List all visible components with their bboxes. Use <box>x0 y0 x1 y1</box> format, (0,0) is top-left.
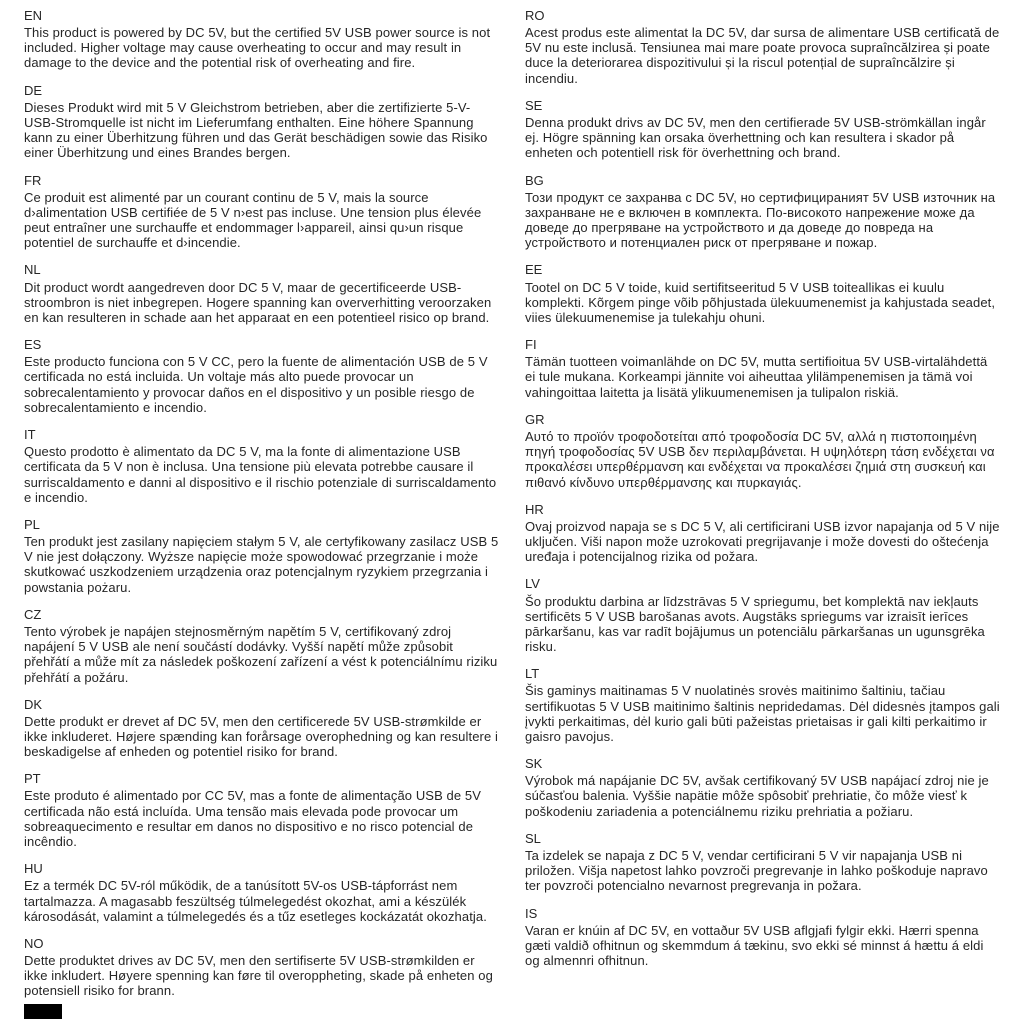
lang-section-ee <box>525 262 1000 325</box>
lang-section-pt <box>24 771 499 849</box>
lang-text-lt: Šis gaminys maitinamas 5 V nuolatinės srovės maitinimo šaltiniu, tačiau sertifikuotas 5 V USB maitinimo šaltinis nepridedamas. Dėl didesnės įtampos gali įvykti perkaitimas, dėl kurio gali būti pažeistas prietaisas ir gali kilti perkaitimo ir gaisro pavojus. <box>525 683 1000 744</box>
lang-section-pl <box>24 517 499 595</box>
right-column <box>525 8 1000 1011</box>
lang-text-pt: Este produto é alimentado por CC 5V, mas a fonte de alimentação USB de 5V certificada não está incluída. Uma tensão mais elevada pode provocar um sobreaquecimento e resultar em danos no dispositivo e no risco potencial de incêndio. <box>24 788 482 850</box>
lang-code-pl: PL <box>24 516 40 532</box>
lang-code-bg: BG <box>525 172 544 188</box>
lang-text-cz: Tento výrobek je napájen stejnosměrným napětím 5 V, certifikovaný zdroj napájení 5 V USB ale není součástí dodávky. Vyšší napětí může způsobit přehřátí a může mít za následek poškození zařízení a vést k potenciálnímu riziku přehřátí a požáru. <box>24 623 498 685</box>
lang-section-bg <box>525 173 1000 251</box>
lang-code-en: EN <box>24 8 43 23</box>
lang-section-de <box>24 83 499 161</box>
lang-text-sk: Výrobok má napájanie DC 5V, avšak certifikovaný 5V USB napájací zdroj nie je súčasťou balenia. Vyššie napätie môže spôsobiť prehriatie, čo môže viesť k poškodeniu zariadenia a potenciálnemu riziku prehriatia a požiaru. <box>525 773 989 819</box>
lang-section-fi <box>525 337 1000 400</box>
lang-section-is <box>525 906 1000 969</box>
lang-section-gr <box>525 412 1000 490</box>
lang-text-hu: Ez a termék DC 5V-ról működik, de a tanúsított 5V-os USB-tápforrást nem tartalmazza. A magasabb feszültség túlmelegedést okozhat, ami a készülék károsodását, valamint a túlmelegedés és a tűz esetleges kockázatát okozhatja. <box>24 878 487 924</box>
lang-code-sk: SK <box>525 756 543 772</box>
lang-section-cz <box>24 607 499 685</box>
lang-code-hu: HU <box>24 861 43 877</box>
lang-section-se <box>525 98 1000 161</box>
lang-code-cz: CZ <box>24 606 42 622</box>
lang-section-hu <box>24 861 499 924</box>
lang-section-nl <box>24 262 499 325</box>
lang-text-pl: Ten produkt jest zasilany napięciem stałym 5 V, ale certyfikowany zasilacz USB 5 V nie jest dołączony. Wyższe napięcie może spowodować przegrzanie i może skutkować uszkodzeniem urządzenia oraz potencjalnym ryzykiem przegrzania i powstania pożaru. <box>24 534 499 595</box>
lang-code-hr: HR <box>525 501 544 517</box>
lang-code-is: IS <box>525 905 538 921</box>
lang-section-lv <box>525 576 1000 654</box>
lang-section-no <box>24 936 499 999</box>
lang-code-no: NO <box>24 935 44 951</box>
lang-code-es: ES <box>24 337 42 353</box>
lang-text-es: Este producto funciona con 5 V CC, pero la fuente de alimentación USB de 5 V certificada no está incluida. Un voltaje más alto puede provocar un sobrecalentamiento y provocar daños en el dispositivo y un posible riesgo de sobrecalentamiento e incendio. <box>24 354 488 415</box>
lang-code-lv: LV <box>525 576 540 592</box>
lang-section-es <box>24 337 499 415</box>
lang-text-de: Dieses Produkt wird mit 5 V Gleichstrom betrieben, aber die zertifizierte 5-V-USB-Stromquelle ist nicht im Lieferumfang enthalten. Eine höhere Spannung kann zu einer Überhitzung führen und das Gerät beschädigen sowie das Risiko einer Überhitzung und eines Brandes bergen. <box>24 99 488 161</box>
lang-text-hr: Ovaj proizvod napaja se s DC 5 V, ali certificirani USB izvor napajanja od 5 V nije uključen. Viši napon može uzrokovati pregrijavanje i može dovesti do oštećenja uređaja i potencijalnog rizika od požara. <box>525 518 1000 565</box>
lang-section-ro <box>525 8 1000 86</box>
lang-text-en: This product is powered by DC 5V, but the certified 5V USB power source is not included. Higher voltage may cause overheating to occur and may result in damage to the device and the potential risk of overheating and fire. <box>24 25 491 71</box>
lang-code-fr: FR <box>24 172 42 188</box>
lang-section-dk <box>24 697 499 760</box>
lang-text-fr: Ce produit est alimenté par un courant continu de 5 V, mais la source d›alimentation USB certifiée de 5 V n›est pas incluse. Une tension plus élevée peut entraîner une surchauffe et endommager l›appareil, ainsi qu›un risque potentiel de surchauffe et d›incendie. <box>24 189 482 251</box>
lang-section-sk <box>525 756 1000 819</box>
footer-black-mark <box>24 1004 62 1019</box>
lang-text-sl: Ta izdelek se napaja z DC 5 V, vendar certificirani 5 V vir napajanja USB ni priložen. Višja napetost lahko povzroči pregrevanje in lahko poškoduje napravo ter povzroči potencialno nevarnost pregrevanja in požara. <box>525 847 988 894</box>
lang-text-nl: Dit product wordt aangedreven door DC 5 V, maar de gecertificeerde USB-stroombron is niet inbegrepen. Hogere spanning kan oververhitting veroorzaken en kan resulteren in schade aan het apparaat en een potentieel risico op brand. <box>24 279 492 325</box>
lang-code-de: DE <box>24 82 43 98</box>
lang-code-pt: PT <box>24 771 41 787</box>
lang-text-fi: Tämän tuotteen voimanlähde on DC 5V, mutta sertifioitua 5V USB-virtalähdettä ei tule mukana. Korkeampi jännite voi aiheuttaa ylilämpenemisen ja tämä voi vahingoittaa laitetta ja lisätä ylikuumenemisen ja tulipalon riskiä. <box>525 354 988 400</box>
lang-code-gr: GR <box>525 411 545 427</box>
lang-section-hr <box>525 502 1000 565</box>
lang-text-ro: Acest produs este alimentat la DC 5V, dar sursa de alimentare USB certificată de 5V nu este inclusă. Tensiunea mai mare poate provoca supraîncălzirea și poate duce la deteriorarea dispozitivului și la riscul potențial de supraîncălzire și incendiu. <box>525 25 1000 86</box>
lang-section-lt <box>525 666 1000 744</box>
lang-text-se: Denna produkt drivs av DC 5V, men den certifierade 5V USB-strömkällan ingår ej. Högre spänning kan orsaka överhettning och kan resultera i skador på enheten och potentiell risk för överhettning och brand. <box>525 114 986 161</box>
lang-code-ee: EE <box>525 262 543 278</box>
lang-section-sl <box>525 831 1000 894</box>
lang-text-gr: Αυτό το προϊόν τροφοδοτείται από τροφοδοσία DC 5V, αλλά η πιστοποιημένη πηγή τροφοδοσίας 5V USB δεν περιλαμβάνεται. Η υψηλότερη τάση ενδέχεται να προκαλέσει υπερθέρμανση και ενδέχεται να προκαλέσει ζημιά στη συσκευή και πιθανό κίνδυνο υπερθέρμανσης και πυρκαγιάς. <box>525 428 995 490</box>
lang-code-nl: NL <box>24 262 41 278</box>
lang-code-dk: DK <box>24 696 43 712</box>
lang-code-ro: RO <box>525 8 545 23</box>
two-column-layout <box>24 8 1000 1011</box>
lang-text-bg: Този продукт се захранва с DC 5V, но сертифицираният 5V USB източник на захранване не е включен в комплекта. По-високото напрежение може да доведе до прегряване на устройството и да доведе до повреда на устройството и потенциален риск от прегряване и пожар. <box>525 189 996 251</box>
lang-text-ee: Tootel on DC 5 V toide, kuid sertifitseeritud 5 V USB toiteallikas ei kuulu komplekti. Kõrgem pinge võib põhjustada ülekuumenemist ja kahjustada seadet, viies ülekuumenemise ja tulekahju ohuni. <box>525 279 996 325</box>
lang-code-it: IT <box>24 427 36 443</box>
lang-code-sl: SL <box>525 830 541 846</box>
lang-code-se: SE <box>525 97 543 113</box>
lang-section-fr <box>24 173 499 251</box>
lang-code-fi: FI <box>525 337 537 353</box>
lang-text-no: Dette produktet drives av DC 5V, men den sertifiserte 5V USB-strømkilden er ikke inkludert. Høyere spenning kan føre til overoppheting, skade på enheten og potensiell risiko for brann. <box>24 953 493 999</box>
lang-text-it: Questo prodotto è alimentato da DC 5 V, ma la fonte di alimentazione USB certificata da 5 V non è inclusa. Una tensione più elevata potrebbe causare il surriscaldamento e danni al dispositivo e il rischio potenziale di surriscaldamento e incendio. <box>24 444 497 505</box>
lang-section-en <box>24 8 499 71</box>
left-column <box>24 8 499 1011</box>
lang-code-lt: LT <box>525 666 540 682</box>
lang-section-it <box>24 427 499 505</box>
lang-text-dk: Dette produkt er drevet af DC 5V, men den certificerede 5V USB-strømkilde er ikke inkluderet. Højere spænding kan forårsage overophedning og kan resultere i beskadigelse af enheden og potentiel risiko for brand. <box>24 713 499 760</box>
lang-text-is: Varan er knúin af DC 5V, en vottaður 5V USB aflgjafi fylgir ekki. Hærri spenna gæti valdið ofhitnun og skemmdum á tækinu, svo ekki sé minnst á hættu á eldi og almennri ofhitnun. <box>525 922 984 969</box>
lang-text-lv: Šo produktu darbina ar līdzstrāvas 5 V spriegumu, bet komplektā nav iekļauts sertificēts 5 V USB barošanas avots. Augstāks spriegums var izraisīt ierīces pārkaršanu, kas var radīt bojājumus un potenciālu pārkaršanas un ugunsgrēka risku. <box>525 593 985 655</box>
